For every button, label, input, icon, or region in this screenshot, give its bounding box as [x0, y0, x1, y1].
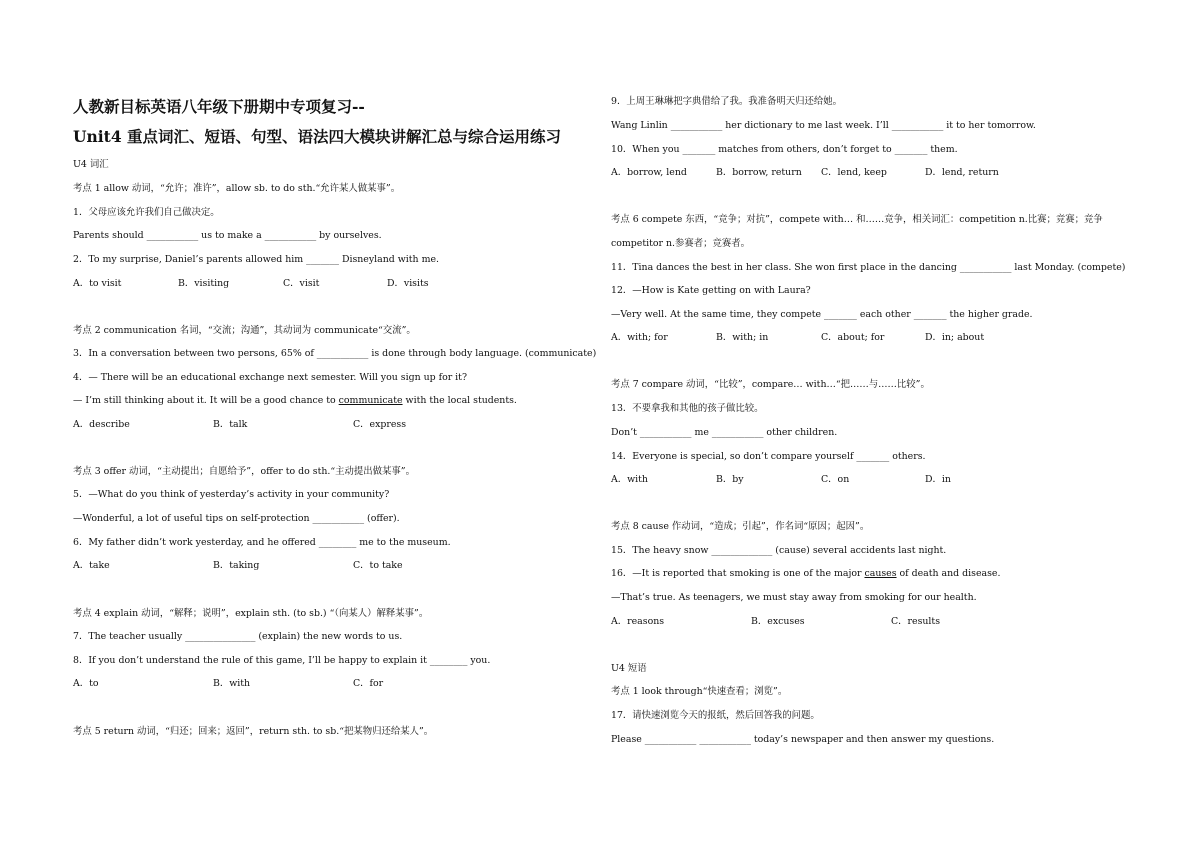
text-line: 考点 3 offer 动词，“主动提出；自愿给予”，offer to do sth.“主动提出做某事”。	[73, 466, 415, 477]
text-line: 11．Tina dances the best in her class. She won first place in the dancing ___________ last Monday. (compete)	[611, 262, 1126, 273]
option: B．taking	[213, 560, 260, 571]
option: C．on	[821, 474, 850, 485]
text-line: —That’s true. As teenagers, we must stay away from smoking for our health.	[611, 592, 977, 603]
text-line: Please ___________ ___________ today’s newspaper and then answer my questions.	[611, 734, 995, 745]
text-line: 4．— There will be an educational exchange next semester. Will you sign up for it?	[73, 372, 467, 383]
text-line: 10．When you _______ matches from others, don’t forget to _______ them.	[611, 144, 958, 155]
option: A．reasons	[611, 616, 665, 627]
text-line: Don’t ___________ me ___________ other children.	[611, 427, 838, 438]
text-line: 考点 5 return 动词，“归还；回来；返回”，return sth. to sb.“把某物归还给某人”。	[73, 726, 434, 737]
text-line: 考点 1 allow 动词，“允许；准许”，allow sb. to do sth.“允许某人做某事”。	[73, 183, 401, 194]
option: A．borrow, lend	[611, 167, 687, 178]
text-line: 6．My father didn’t work yesterday, and he offered ________ me to the museum.	[73, 537, 451, 548]
option: A．take	[73, 560, 110, 571]
text-line: U4 短语	[611, 663, 647, 674]
option: B．excuses	[751, 616, 805, 627]
text-line: 考点 8 cause 作动词，“造成；引起”，作名词“原因；起因”。	[611, 521, 870, 532]
text-line: 考点 2 communication 名词，“交流；沟通”，其动词为 communicate“交流”。	[73, 325, 416, 336]
option: C．to take	[353, 560, 403, 571]
option: B．with; in	[716, 332, 769, 343]
text-line: 7．The teacher usually _______________ (explain) the new words to us.	[73, 631, 403, 642]
text-line: 3．In a conversation between two persons, 65% of ___________ is done through body language. (communicate)	[73, 348, 597, 359]
option: A．to	[73, 678, 99, 689]
text-line: 9．上周王琳琳把字典借给了我。我准备明天归还给她。	[611, 96, 842, 107]
option: A．to visit	[73, 278, 122, 289]
option: B．borrow, return	[716, 167, 802, 178]
option: C．visit	[283, 278, 320, 289]
text-line: 15．The heavy snow _____________ (cause) several accidents last night.	[611, 545, 947, 556]
option: C．express	[353, 419, 407, 430]
option: A．describe	[73, 419, 130, 430]
option: C．results	[891, 616, 941, 627]
text-line: —Very well. At the same time, they compete _______ each other _______ the higher grade.	[611, 309, 1033, 320]
option: B．talk	[213, 419, 248, 430]
text-line: 8．If you don’t understand the rule of this game, I’ll be happy to explain it ________ you.	[73, 655, 491, 666]
option: A．with	[611, 474, 648, 485]
text-line: Parents should ___________ us to make a ___________ by ourselves.	[73, 230, 382, 241]
text-line: 5．—What do you think of yesterday’s activity in your community?	[73, 489, 390, 500]
text-line: 14．Everyone is special, so don’t compare yourself _______ others.	[611, 451, 926, 462]
option: A．with; for	[611, 332, 668, 343]
option: D．in	[925, 474, 951, 485]
text-line: 考点 6 compete 东西，“竞争；对抗”，compete with… 和……竞争，相关词汇：competition n.比赛；竞赛；竞争	[611, 214, 1103, 225]
underlined-word: causes	[864, 568, 897, 579]
option: C．for	[353, 678, 384, 689]
option: C．about; for	[821, 332, 885, 343]
text-line: 考点 1 look through“快速查看；浏览”。	[611, 686, 788, 697]
text-line: 12．—How is Kate getting on with Laura?	[611, 285, 811, 296]
underlined-word: communicate	[338, 395, 403, 406]
text-line: 17．请快速浏览今天的报纸，然后回答我的问题。	[611, 710, 820, 721]
text-line: —Wonderful, a lot of useful tips on self-protection ___________ (offer).	[73, 513, 400, 524]
text-line: competitor n.参赛者；竞赛者。	[611, 238, 750, 249]
text-line: 13．不要拿我和其他的孩子做比较。	[611, 403, 764, 414]
option: D．in; about	[925, 332, 985, 343]
option: B．visiting	[178, 278, 230, 289]
option: B．with	[213, 678, 251, 689]
page-title: 人教新目标英语八年级下册期中专项复习--	[73, 97, 365, 116]
text-line: 考点 4 explain 动词，“解释；说明”，explain sth. (to sb.) “（向某人）解释某事”。	[73, 608, 429, 619]
text-line: 2．To my surprise, Daniel’s parents allowed him _______ Disneyland with me.	[73, 254, 439, 265]
question-line: — I’m still thinking about it. It will be a good chance to communicate with the local students.	[73, 395, 517, 406]
question-line: 16．—It is reported that smoking is one of the major causes of death and disease.	[611, 568, 1001, 579]
option: D．lend, return	[925, 167, 999, 178]
text-line: 1．父母应该允许我们自己做决定。	[73, 207, 220, 218]
option: D．visits	[387, 278, 429, 289]
option: B．by	[716, 474, 744, 485]
text-line: U4 词汇	[73, 159, 109, 170]
option: C．lend, keep	[821, 167, 887, 178]
page-title: Unit4 重点词汇、短语、句型、语法四大模块讲解汇总与综合运用练习	[73, 127, 562, 146]
text-line: 考点 7 compare 动词，“比较”，compare… with…“把……与……比较”。	[611, 379, 930, 390]
text-line: Wang Linlin ___________ her dictionary to me last week. I’ll ___________ it to her tomorrow.	[611, 120, 1036, 131]
